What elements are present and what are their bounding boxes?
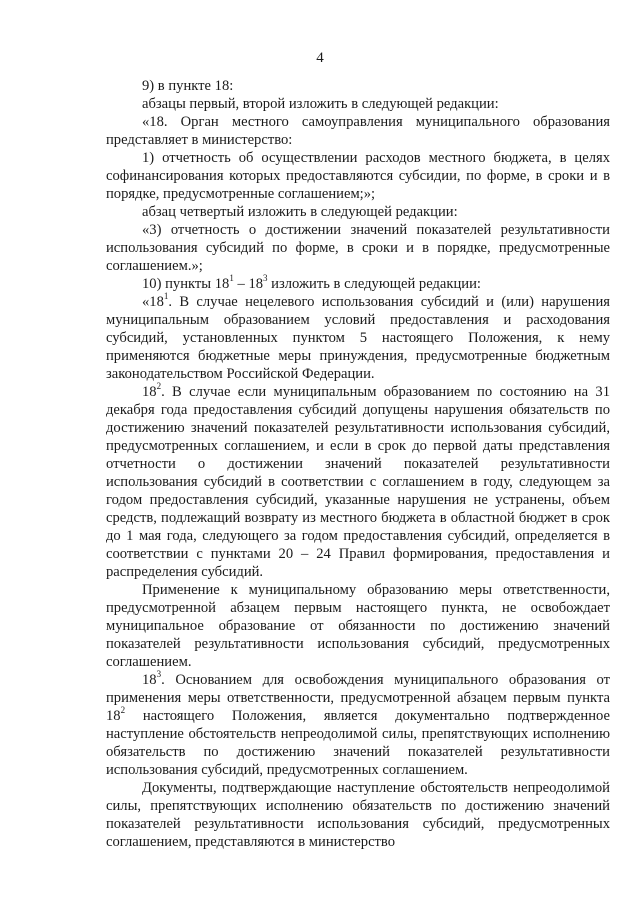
paragraph-clause-18-item-3: «3) отчетность о достижении значений показателей результативности использования субсидий по форме, в сроки и в порядке, предусмотренные соглашением.»; [106,222,610,274]
paragraph-clause-18-1: «$18^1$. В случае нецелевого использования субсидий и (или) нарушения муниципальным образованием условий предоставления и расходования субсидий, установленных пунктом 5 настоящего Положения, к нему применяются бюджетные меры принуждения, предусмотренные бюджетным законодательством Российской Федерации. [106,291,610,382]
paragraph-clause-18-3-documents: Документы, подтверждающие наступление обстоятельств непреодолимой силы, препятствующих исполнению обязательств по достижению значений показателей результативности использования субсидий, предусмотренных соглашением, представляются в министерство [106,780,610,850]
superscript-marker: 2 [120,705,126,716]
paragraph-amendment-10: 10) пункты $18^1 - 18^3$ изложить в следующей редакции: [142,273,481,292]
paragraph-instruction-1: абзацы первый, второй изложить в следующей редакции: [142,96,499,112]
superscript-marker: 1 [163,291,169,302]
superscript-marker: 2 [156,381,162,392]
superscript-marker: 3 [263,273,268,284]
paragraph-amendment-9: 9) в пункте 18: [142,78,234,94]
paragraph-clause-18-3: $18^3$. Основанием для освобождения муниципального образования от применения меры ответственности, предусмотренной абзацем первым пункта $18^2$ настоящего Положения, является документально подтвержденное наступление обстоятельств непреодолимой силы, препятствующих исполнению обязательств по достижению значений показателей результативности использования субсидий, предусмотренных соглашением. [106,669,610,778]
paragraph-clause-18-2-continued: Применение к муниципальному образованию меры ответственности, предусмотренной абзацем первым настоящего пункта, не освобождает муниципальное образование от обязанности по достижению значений показателей результативности использования субсидий, предусмотренных соглашением. [106,582,610,670]
paragraph-clause-18: «18. Орган местного самоуправления муниципального образования представляет в министерство: [106,114,610,148]
superscript-marker: 1 [229,273,234,284]
superscript-marker: 3 [156,669,162,680]
paragraph-clause-18-2: $18^2$. В случае если муниципальным образованием по состоянию на 31 декабря года предоставления субсидий допущены нарушения обязательств по достижению значений показателей результативности использования субсидий, предусмотренных соглашением, и если в срок до первой даты представления отчетности о достижении значений показателей результативности использования субсидий в соответствии с соглашением в году, следующем за годом предоставления субсидий, указанные нарушения не устранены, объем средств, подлежащий возврату из местного бюджета в областной бюджет в срок до 1 мая года, следующего за годом предоставления субсидий, определяется в соответствии с пунктами 20 – 24 Правил формирования, предоставления и распределения субсидий. [106,381,610,580]
paragraph-clause-18-item-1: 1) отчетность об осуществлении расходов местного бюджета, в целях софинансирования которых предоставляются субсидии, по форме, в сроки и в порядке, предусмотренные соглашением;»; [106,150,610,202]
paragraph-instruction-2: абзац четвертый изложить в следующей редакции: [142,204,458,220]
page-number: 4 [316,50,324,66]
document-body [106,77,610,851]
